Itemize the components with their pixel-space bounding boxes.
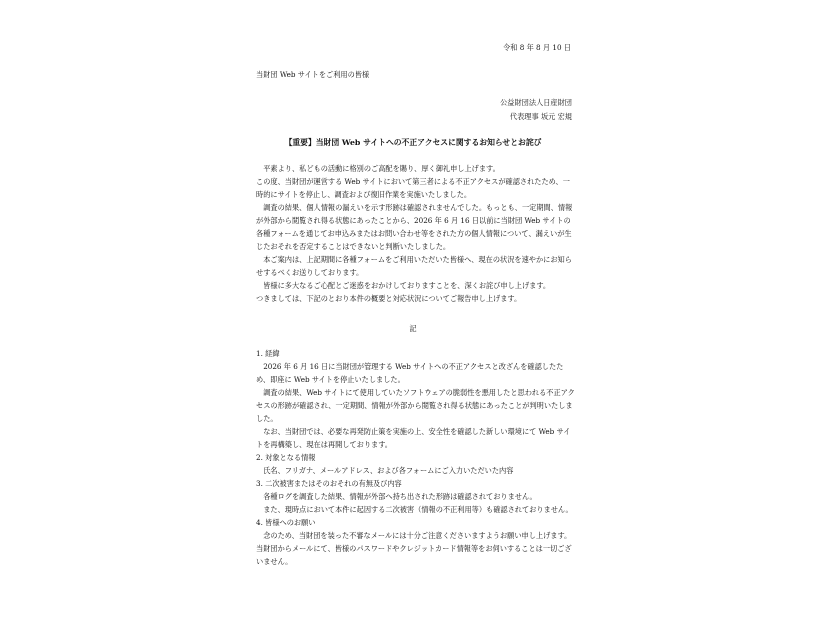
intro-block	[256, 162, 576, 305]
section-heading: 3. 二次被害またはそのおそれの有無及び内容	[256, 479, 402, 488]
section-heading: 4. 皆様へのお願い	[256, 518, 316, 527]
notice-title: 【重要】当財団 Web サイトへの不正アクセスに関するお知らせとお詫び	[284, 138, 542, 147]
section-paragraph: 2026 年 6 月 16 日に当財団が管理する Web サイトへの不正アクセスと改ざんを確認したため、即座に Web サイトを停止いたしました。	[256, 362, 564, 384]
document-date: 令和 8 年 8 月 10 日	[503, 43, 571, 52]
representative-name: 代表理事 坂元 宏規	[509, 112, 572, 121]
organization-name: 公益財団法人日産財団	[500, 98, 572, 107]
section-paragraph: 氏名、フリガナ、メールアドレス、および各フォームにご入力いただいた内容	[256, 466, 514, 475]
intro-paragraph: 皆様に多大なるご心配とご迷惑をおかけしておりますことを、深くお詫び申し上げます。	[256, 281, 551, 290]
section-heading: 2. 対象となる情報	[256, 453, 316, 462]
section-paragraph: 各種ログを調査した結果、情報が外部へ持ち出された形跡は確認されておりません。	[256, 492, 537, 501]
intro-paragraph: この度、当財団が運営する Web サイトにおいて第三者による不正アクセスが確認されたため、一時的にサイトを停止し、調査および復旧作業を実施いたしました。	[256, 177, 570, 199]
addressee: 当財団 Web サイトをご利用の皆様	[256, 70, 370, 79]
intro-paragraph: 平素より、私どもの活動に格別のご高配を賜り、厚く御礼申し上げます。	[256, 164, 500, 173]
section-paragraph: 調査の結果、Web サイトにて使用していたソフトウェアの脆弱性を悪用したと思われる不正アクセスの形跡が確認され、一定期間、情報が外部から閲覧され得る状態にあったことが判明いたしました。	[256, 388, 575, 423]
section-heading: 1. 経緯	[256, 349, 280, 358]
sections-block	[256, 347, 576, 568]
section-paragraph: 当財団からメールにて、皆様のパスワードやクレジットカード情報等をお伺いすることは一切ございません。	[256, 544, 572, 566]
ki-marker: 記	[409, 324, 417, 333]
section-paragraph: なお、当財団では、必要な再発防止策を実施の上、安全性を確認した新しい環境にて Web サイトを再構築し、現在は再開しております。	[256, 427, 571, 449]
section-paragraph: また、現時点において本件に起因する二次被害（情報の不正利用等）も確認されておりません。	[256, 505, 573, 514]
intro-paragraph: 調査の結果、個人情報の漏えいを示す形跡は確認されませんでした。もっとも、一定期間、情報が外部から閲覧され得る状態にあったことから、2026 年 6 月 16 日以前に当財団 Web サイトの各種フォームを通じてお申込みまたはお問い合わせ等をされた方の個人情報について、漏えいが生じたおそれを否定することはできないと判断いたしました。	[256, 203, 573, 251]
intro-paragraph: つきましては、下記のとおり本件の概要と対応状況についてご報告申し上げます。	[256, 294, 522, 303]
intro-paragraph: 本ご案内は、上記期間に各種フォームをご利用いただいた皆様へ、現在の状況を速やかにお知らせするべくお送りしております。	[256, 255, 572, 277]
section-paragraph: 念のため、当財団を装った不審なメールには十分ご注意くださいますようお願い申し上げます。	[256, 531, 572, 540]
